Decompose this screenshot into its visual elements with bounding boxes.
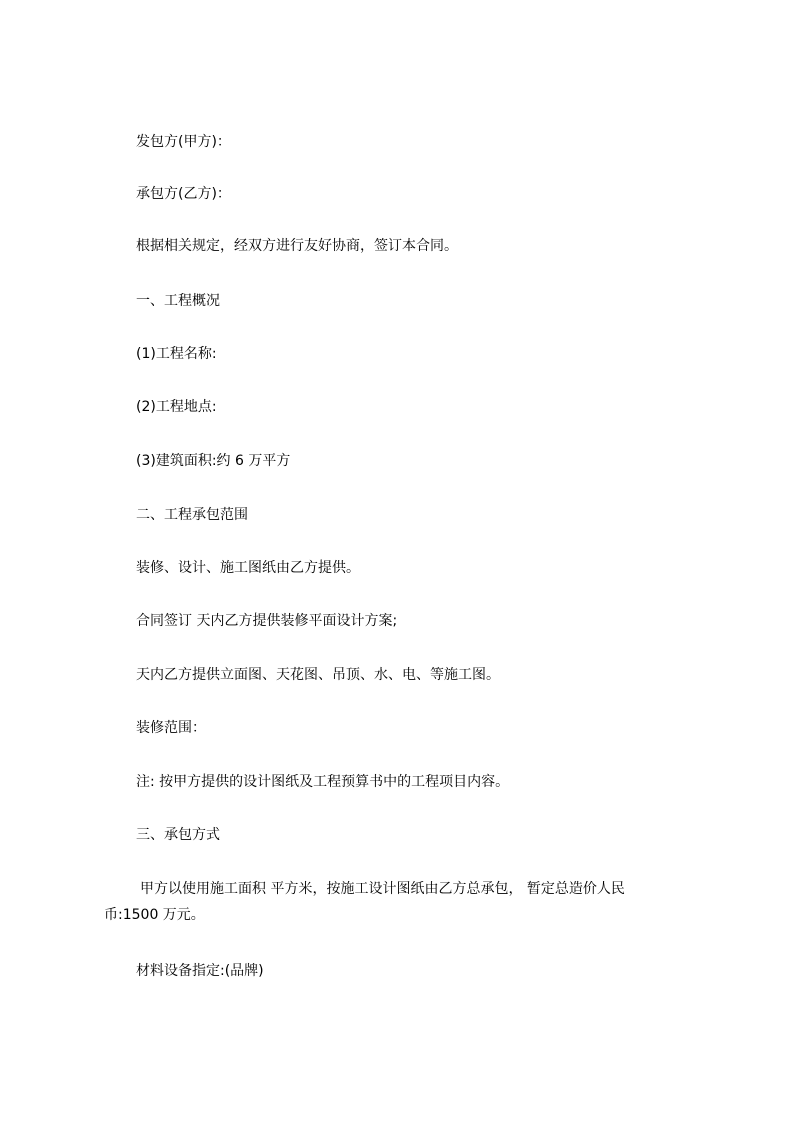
party-b-line: 承包方(乙方)： <box>136 186 231 202</box>
contract-method-paragraph <box>104 876 704 928</box>
decoration-scope-line: 装修范围： <box>136 720 206 736</box>
contract-method-line-2: 币:1500 万元。 <box>104 907 205 923</box>
scope-drawings-line: 装修、设计、施工图纸由乙方提供。 <box>136 560 360 576</box>
project-location-line: (2)工程地点: <box>136 399 217 415</box>
preamble-paragraph: 根据相关规定，经双方进行友好协商，签订本合同。 <box>136 238 458 254</box>
section-heading-project-overview: 一、工程概况 <box>136 293 220 309</box>
building-area-line: (3)建筑面积:约 6 万平方 <box>136 453 291 469</box>
materials-line: 材料设备指定:(品牌) <box>136 963 264 979</box>
plan-design-line: 合同签订 天内乙方提供装修平面设计方案; <box>136 613 398 629</box>
construction-drawings-line: 天内乙方提供立面图、天花图、吊顶、水、电、等施工图。 <box>136 667 500 683</box>
project-name-line: (1)工程名称: <box>136 346 217 362</box>
contract-method-line-1: 甲方以使用施工面积 平方米，按施工设计图纸由乙方总承包， 暂定总造价人民 <box>140 881 625 897</box>
section-heading-scope: 二、工程承包范围 <box>136 507 248 523</box>
section-heading-contract-method: 三、承包方式 <box>136 827 220 843</box>
scope-note-line: 注: 按甲方提供的设计图纸及工程预算书中的工程项目内容。 <box>136 774 510 790</box>
party-a-line: 发包方(甲方)： <box>136 134 231 150</box>
